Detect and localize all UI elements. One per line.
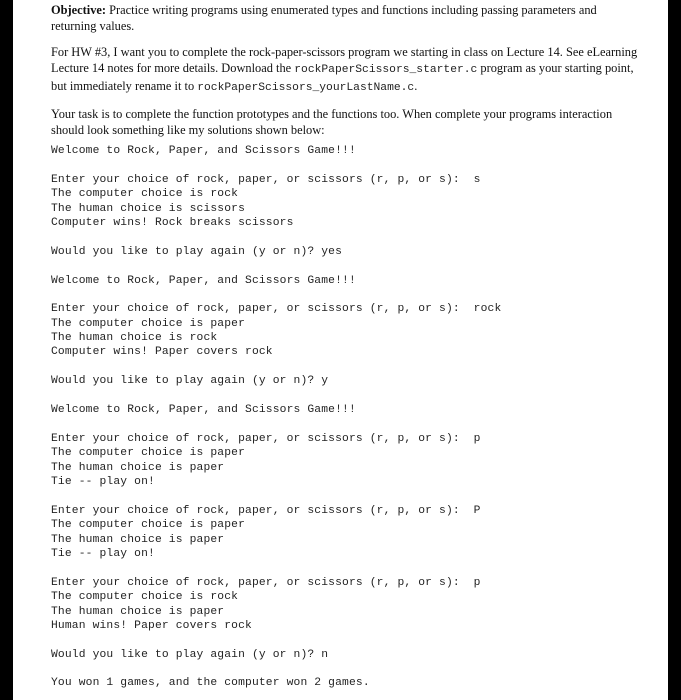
console-line: The computer choice is rock	[51, 188, 239, 201]
console-line	[51, 633, 641, 647]
console-line: The human choice is paper	[51, 533, 225, 546]
console-line: Would you like to play again (y or n)? n	[51, 648, 329, 661]
console-line: Computer wins! Rock breaks scissors	[51, 216, 294, 229]
console-line	[51, 259, 641, 273]
console-line: Enter your choice of rock, paper, or scissors (r, p, or s): p	[51, 432, 481, 445]
console-line: Tie -- play on!	[51, 475, 155, 488]
console-line: Enter your choice of rock, paper, or scissors (r, p, or s): s	[51, 173, 481, 186]
homework-paragraph	[51, 44, 641, 96]
console-line	[51, 230, 641, 244]
console-line: The human choice is scissors	[51, 202, 246, 215]
console-line: The computer choice is paper	[51, 447, 246, 460]
console-line	[51, 158, 641, 172]
console-line: Welcome to Rock, Paper, and Scissors Game!!!	[51, 274, 356, 287]
console-line: Welcome to Rock, Paper, and Scissors Game!!!	[51, 145, 356, 157]
console-line: The human choice is paper	[51, 605, 225, 618]
console-line	[51, 662, 641, 676]
homework-text-3: .	[414, 79, 418, 93]
console-line: Enter your choice of rock, paper, or scissors (r, p, or s): p	[51, 576, 481, 589]
homework-text-2: program as your starting point, but immediately rename it to	[51, 61, 634, 93]
console-line: Would you like to play again (y or n)? y	[51, 375, 329, 388]
console-line	[51, 360, 641, 374]
console-line	[51, 417, 641, 431]
console-line: Enter your choice of rock, paper, or scissors (r, p, or s): P	[51, 504, 481, 517]
console-line: Human wins! Paper covers rock	[51, 619, 252, 632]
console-line: The human choice is paper	[51, 461, 225, 474]
console-line: The computer choice is rock	[51, 591, 239, 604]
console-line: Would you like to play again (y or n)? yes	[51, 245, 343, 258]
console-line	[51, 489, 641, 503]
console-line	[51, 389, 641, 403]
console-line: Enter your choice of rock, paper, or scissors (r, p, or s): rock	[51, 303, 502, 316]
objective-text: Practice writing programs using enumerated types and functions including passing parameters and returning values.	[51, 3, 597, 33]
starter-filename: rockPaperScissors_starter.c	[294, 64, 478, 76]
console-line: The human choice is rock	[51, 332, 218, 345]
document-page	[13, 0, 668, 700]
console-line	[51, 561, 641, 575]
rename-filename: rockPaperScissors_yourLastName.c	[197, 82, 415, 94]
console-line: Welcome to Rock, Paper, and Scissors Game!!!	[51, 404, 356, 417]
console-line: The computer choice is paper	[51, 519, 246, 532]
task-paragraph: Your task is to complete the function prototypes and the functions too. When complete your programs interaction should look something like my solutions shown below:	[51, 107, 613, 137]
objective-paragraph	[51, 2, 641, 34]
console-line: Computer wins! Paper covers rock	[51, 346, 273, 359]
console-line: You won 1 games, and the computer won 2 games.	[51, 677, 370, 690]
console-line: The computer choice is paper	[51, 317, 246, 330]
sample-console-output	[51, 144, 641, 691]
homework-text-1: For HW #3, I want you to complete the rock-paper-scissors program we starting in class on Lecture 14. See eLearning Lecture 14 notes for more details. Download the	[51, 45, 638, 75]
console-line: Tie -- play on!	[51, 547, 155, 560]
console-line	[51, 288, 641, 302]
objective-label: Objective:	[51, 3, 107, 17]
